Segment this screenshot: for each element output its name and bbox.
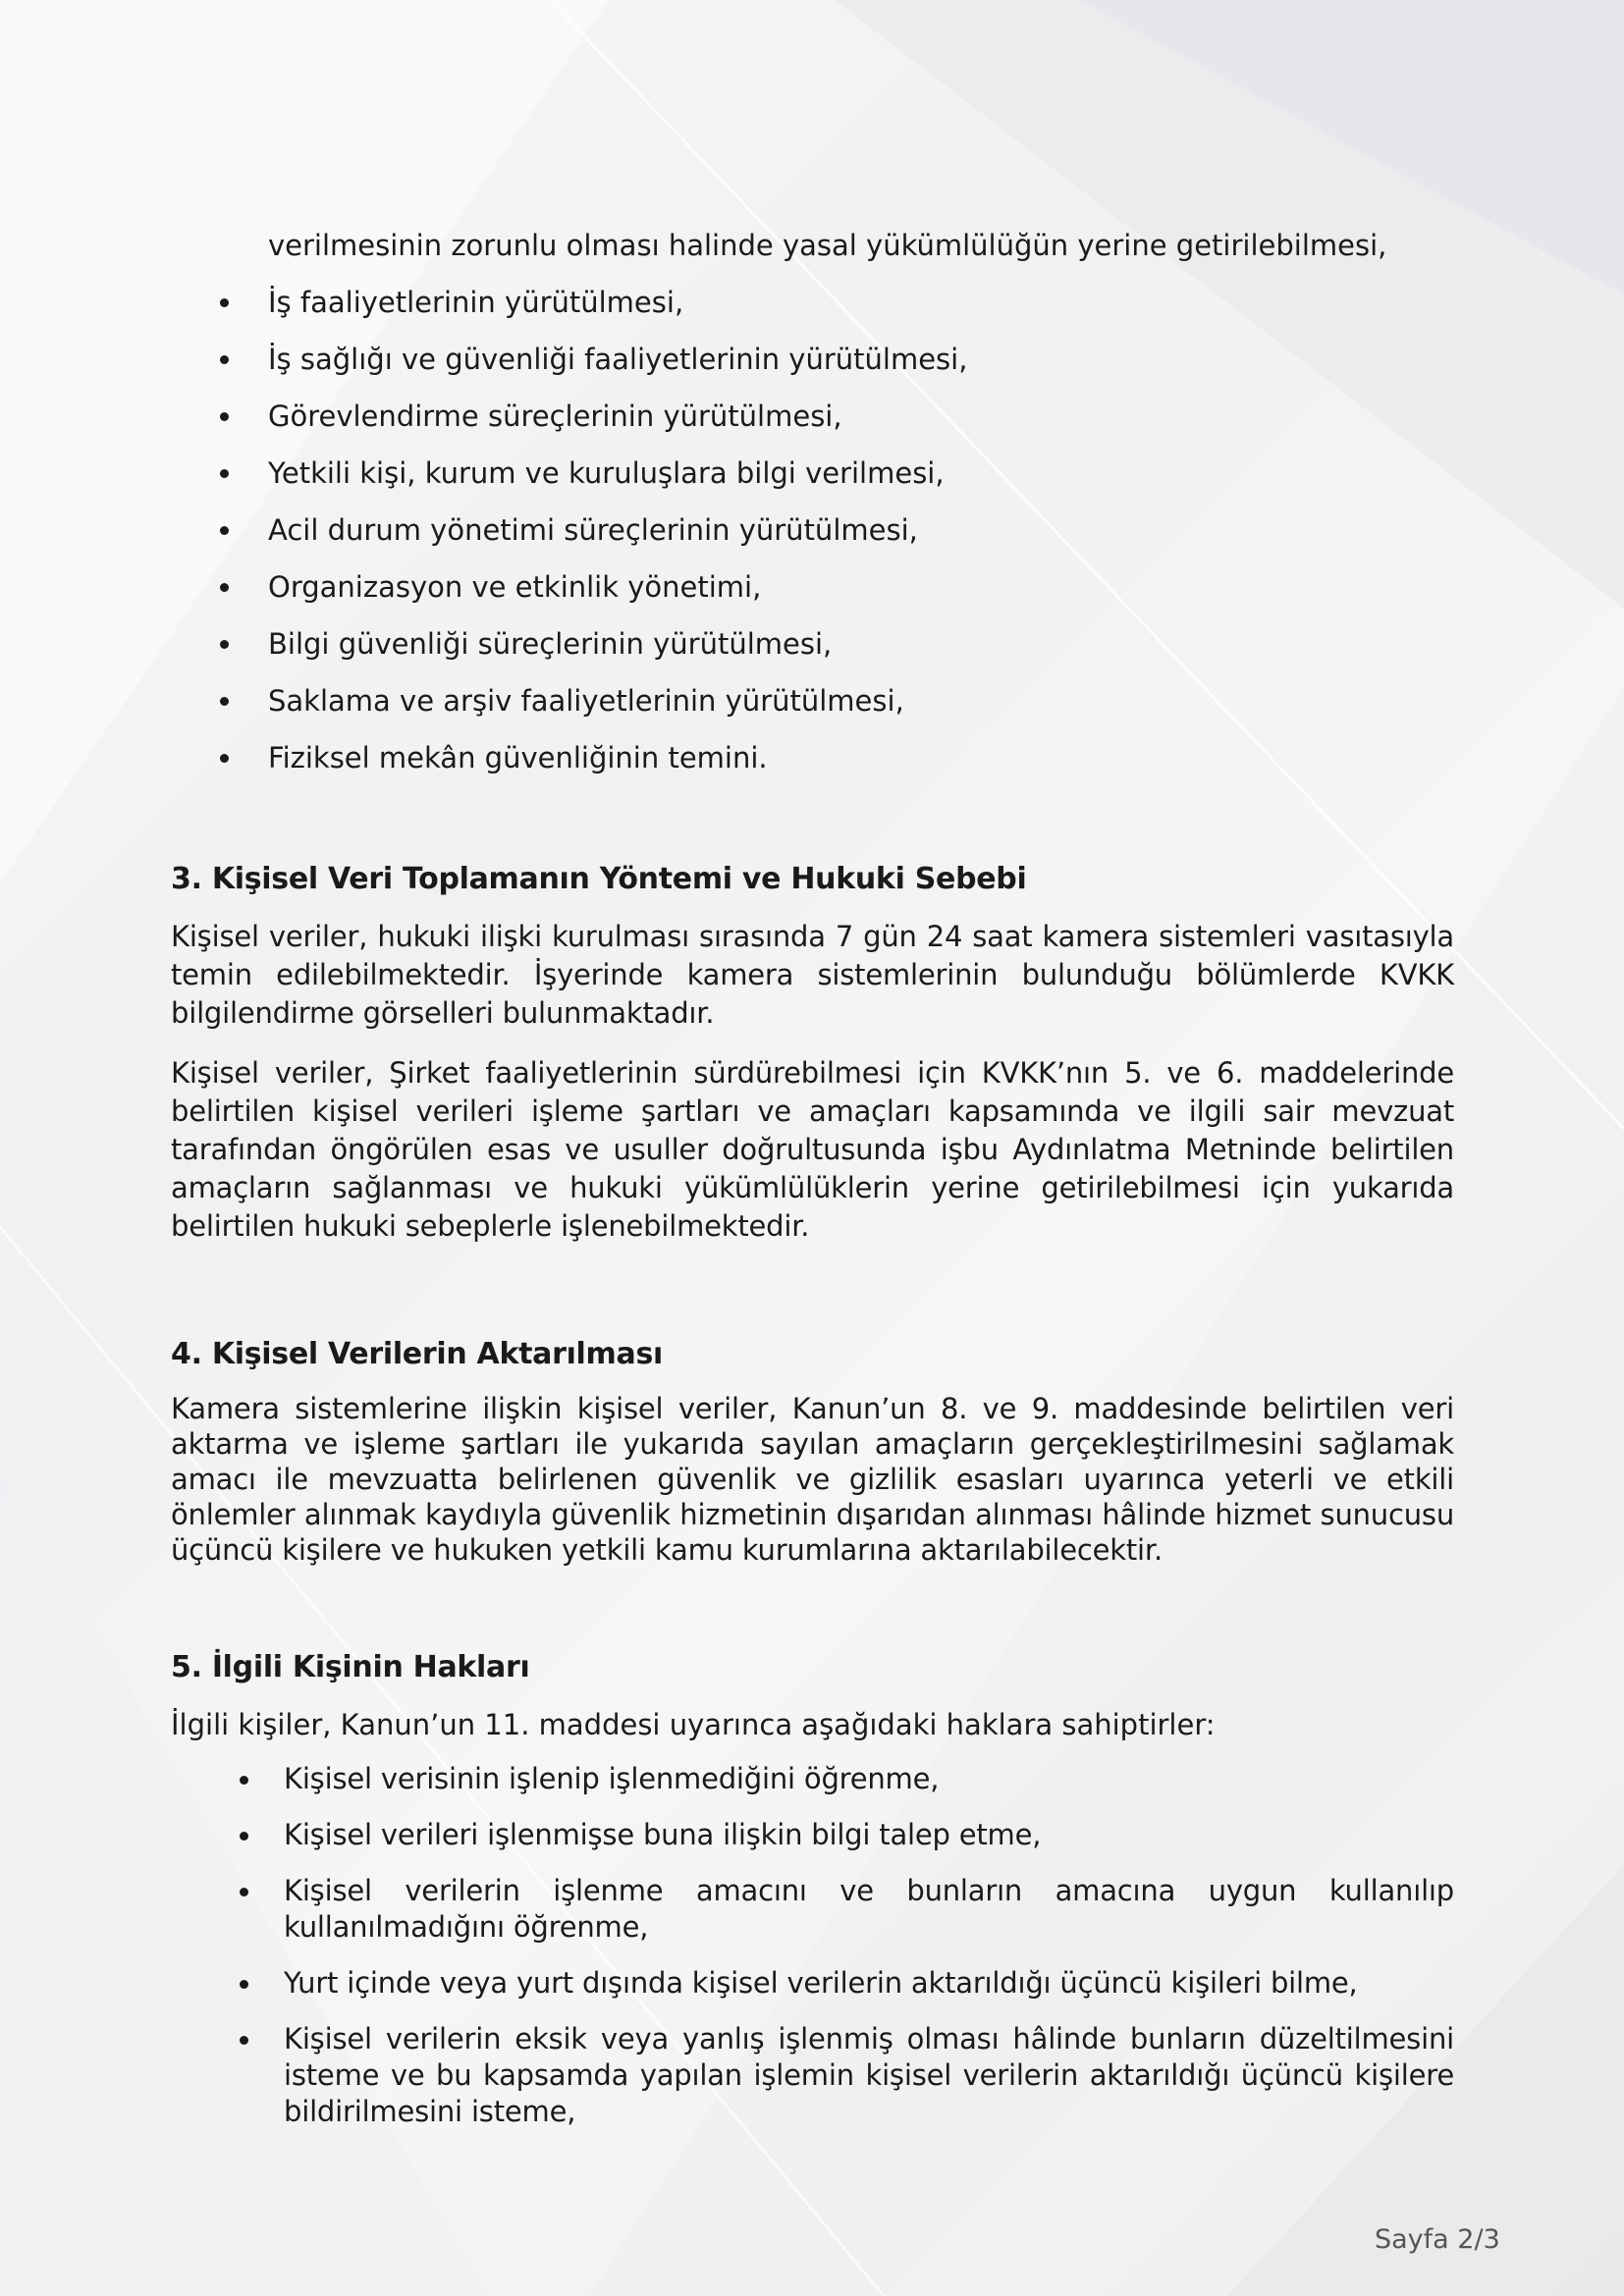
section-5	[171, 1649, 1454, 2130]
section-4-heading: 4. Kişisel Verilerin Aktarılması	[171, 1337, 663, 1371]
section-4-paragraph-1: Kamera sistemlerine ilişkin kişisel veriler, Kanun’un 8. ve 9. maddesinde belirtilen veri aktarma ve işleme şartları ile yukarıda sayılan amaçların gerçekleştirilmesini sağlamak amacı ile mevzuatta belirlenen güvenlik ve gizlilik esasları uyarınca yeterli ve etkili önlemler alınmak kaydıyla güvenlik hizmetinin dışarıdan alınması hâlinde hizmet sunucusu üçüncü kişilere ve hukuken yetkili kamu kurumlarına aktarılabilecektir.	[171, 1392, 1454, 1567]
section-5-intro: İlgili kişiler, Kanun’un 11. maddesi uyarınca aşağıdaki haklara sahiptirler:	[171, 1708, 1216, 1741]
bullet-icon	[220, 298, 229, 307]
list-item: Yetkili kişi, kurum ve kuruluşlara bilgi verilmesi,	[171, 454, 1454, 492]
bullet-icon	[240, 1776, 248, 1785]
list-item: Kişisel verilerin eksik veya yanlış işlenmiş olması hâlinde bunların düzeltilmesini isteme ve bu kapsamda yapılan işlemin kişisel verilerin aktarıldığı üçüncü kişilere bildirilmesini isteme,	[171, 2021, 1454, 2130]
section-3-paragraph-1: Kişisel veriler, hukuki ilişki kurulması sırasında 7 gün 24 saat kamera sistemleri vasıtasıyla temin edilebilmektedir. İşyerinde kamera sistemlerinin bulunduğu bölümlerde KVKK bilgilendirme görselleri bulunmaktadır.	[171, 920, 1454, 1030]
bullet-icon	[220, 640, 229, 649]
bullet-icon	[220, 697, 229, 706]
bullet-icon	[220, 469, 229, 478]
bullet-icon	[220, 583, 229, 592]
page-number: Sayfa 2/3	[1375, 2224, 1500, 2255]
purpose-list-block	[171, 284, 1454, 776]
list-item: Görevlendirme süreçlerinin yürütülmesi,	[171, 398, 1454, 435]
bullet-icon	[240, 1888, 248, 1896]
section-3-heading: 3. Kişisel Veri Toplamanın Yöntemi ve Hukuki Sebebi	[171, 862, 1027, 896]
list-item: Kişisel verisinin işlenip işlenmediğini öğrenme,	[171, 1761, 1454, 1797]
list-item: Kişisel verilerin işlenme amacını ve bunların amacına uygun kullanılıp kullanılmadığını öğrenme,	[171, 1873, 1454, 1946]
bullet-icon	[220, 526, 229, 535]
list-item: Saklama ve arşiv faaliyetlerinin yürütülmesi,	[171, 682, 1454, 720]
list-item: Organizasyon ve etkinlik yönetimi,	[171, 568, 1454, 606]
list-item: Bilgi güvenliği süreçlerinin yürütülmesi,	[171, 625, 1454, 663]
bullet-icon	[240, 2036, 248, 2045]
list-item: Yurt içinde veya yurt dışında kişisel verilerin aktarıldığı üçüncü kişileri bilme,	[171, 1965, 1454, 2002]
bullet-icon	[220, 355, 229, 364]
section-4	[171, 1336, 1454, 1568]
bullet-icon	[220, 754, 229, 763]
section-3-paragraph-2: Kişisel veriler, Şirket faaliyetlerinin sürdürebilmesi için KVKK’nın 5. ve 6. maddelerinde belirtilen kişisel verileri işleme şartları ve amaçları kapsamında ve ilgili sair mevzuat tarafından öngörülen esas ve usuller doğrultusunda işbu Aydınlatma Metninde belirtilen amaçların sağlanması ve hukuki yükümlülüklerin yerine getirilebilmesi için yukarıda belirtilen hukuki sebeplerle işlenebilmektedir.	[171, 1056, 1454, 1243]
list-item: Kişisel verileri işlenmişse buna ilişkin bilgi talep etme,	[171, 1817, 1454, 1853]
section-3	[171, 861, 1454, 1246]
bullet-icon	[240, 1832, 248, 1841]
bullet-icon	[240, 1980, 248, 1989]
section-5-heading: 5. İlgili Kişinin Hakları	[171, 1650, 530, 1684]
continuation-line: verilmesinin zorunlu olması halinde yasal yükümlülüğün yerine getirilebilmesi,	[268, 229, 1387, 262]
list-item: İş sağlığı ve güvenliği faaliyetlerinin yürütülmesi,	[171, 341, 1454, 378]
rights-list	[171, 1761, 1454, 2130]
bullet-icon	[220, 412, 229, 421]
list-item: İş faaliyetlerinin yürütülmesi,	[171, 284, 1454, 321]
list-item: Acil durum yönetimi süreçlerinin yürütülmesi,	[171, 511, 1454, 549]
list-item: Fiziksel mekân güvenliğinin temini.	[171, 739, 1454, 776]
purpose-list	[171, 284, 1454, 776]
continuation-block	[171, 227, 1454, 264]
